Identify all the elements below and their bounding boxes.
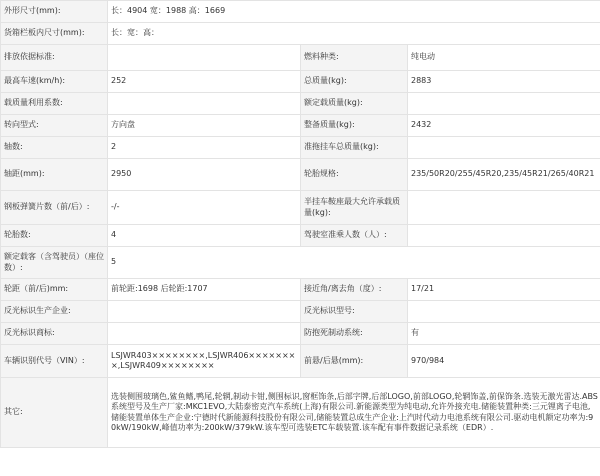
value-cell: -/-	[108, 191, 301, 225]
label-cell: 轮胎规格:	[301, 159, 408, 191]
value-cell	[408, 301, 600, 323]
value-cell: 选装侧围玻璃色,鲨鱼鳍,鸭尾,轮辋,制动卡钳,侧围标识,窗框饰条,后部字牌,后部LOGO,前部LOGO,轮辋饰盖,前保饰条.选装无激光雷达.ABS系统型号及生产厂家:MKC1EVO,大陆泰密克汽车系统(上海)有限公司.新能源类型为纯电动,允许外接充电.储能装置种类:三元锂离子电池,储能装置单体生产企业:宁德时代新能源科技股份有限公司,储能装置总成生产企业:上汽时代动力电池系统有限公司.驱动电机额定功率为:90kW/190kW,峰值功率为:200kW/379kW.该车型可选装ETC车载装置.该车配有事件数据记录系统（EDR）.	[108, 378, 600, 448]
value-cell	[108, 301, 301, 323]
table-row	[1, 323, 600, 345]
label-cell: 反光标识商标:	[1, 323, 108, 345]
table-row	[1, 137, 600, 159]
value-cell: 17/21	[408, 279, 600, 301]
value-cell: 4	[108, 225, 301, 247]
value-cell: 前轮距:1698 后轮距:1707	[108, 279, 301, 301]
label-cell: 排放依据标准:	[1, 45, 108, 71]
value-cell	[408, 225, 600, 247]
table-row	[1, 301, 600, 323]
table-row	[1, 71, 600, 93]
table-row	[1, 23, 600, 45]
value-cell	[108, 93, 301, 115]
table-row	[1, 378, 600, 448]
label-cell: 轴数:	[1, 137, 108, 159]
label-cell: 前悬/后悬(mm):	[301, 345, 408, 378]
table-row	[1, 1, 600, 23]
table-row	[1, 115, 600, 137]
label-cell: 外形尺寸(mm):	[1, 1, 108, 23]
table-row	[1, 45, 600, 71]
label-cell: 货箱栏板内尺寸(mm):	[1, 23, 108, 45]
table-row	[1, 159, 600, 191]
value-cell: LSJWR403××××××××,LSJWR406××××××××,LSJWR409××××××××	[108, 345, 301, 378]
value-cell: 长：4904 宽：1988 高：1669	[108, 1, 600, 23]
label-cell: 反光标识型号:	[301, 301, 408, 323]
label-cell: 整备质量(kg):	[301, 115, 408, 137]
value-cell: 2432	[408, 115, 600, 137]
value-cell: 5	[108, 247, 600, 279]
value-cell	[408, 93, 600, 115]
label-cell: 轴距(mm):	[1, 159, 108, 191]
label-cell: 接近角/离去角（度）:	[301, 279, 408, 301]
value-cell: 970/984	[408, 345, 600, 378]
label-cell: 准拖挂车总质量(kg):	[301, 137, 408, 159]
label-cell: 防抱死制动系统:	[301, 323, 408, 345]
label-cell: 反光标识生产企业:	[1, 301, 108, 323]
value-cell: 2950	[108, 159, 301, 191]
value-cell: 2	[108, 137, 301, 159]
table-row	[1, 225, 600, 247]
value-cell: 235/50R20/255/45R20,235/45R21/265/40R21	[408, 159, 600, 191]
table-row	[1, 191, 600, 225]
label-cell: 总质量(kg):	[301, 71, 408, 93]
value-cell	[408, 137, 600, 159]
value-cell	[108, 323, 301, 345]
label-cell: 轮距（前/后)mm:	[1, 279, 108, 301]
label-cell: 驾驶室准乘人数（人）:	[301, 225, 408, 247]
value-cell	[108, 45, 301, 71]
value-cell: 纯电动	[408, 45, 600, 71]
table-row	[1, 345, 600, 378]
label-cell: 载质量利用系数:	[1, 93, 108, 115]
label-cell: 燃料种类:	[301, 45, 408, 71]
table-row	[1, 93, 600, 115]
label-cell: 钢板弹簧片数（前/后）:	[1, 191, 108, 225]
table-row	[1, 247, 600, 279]
label-cell: 车辆识别代号（VIN）:	[1, 345, 108, 378]
value-cell: 长：宽：高：	[108, 23, 600, 45]
value-cell	[408, 191, 600, 225]
value-cell: 2883	[408, 71, 600, 93]
value-cell: 252	[108, 71, 301, 93]
value-cell: 有	[408, 323, 600, 345]
label-cell: 其它:	[1, 378, 108, 448]
label-cell: 最高车速(km/h):	[1, 71, 108, 93]
label-cell: 轮胎数:	[1, 225, 108, 247]
label-cell: 转向型式:	[1, 115, 108, 137]
label-cell: 半挂车鞍座最大允许承载质量(kg):	[301, 191, 408, 225]
table-row	[1, 279, 600, 301]
label-cell: 额定载客（含驾驶员）（座位数）:	[1, 247, 108, 279]
label-cell: 额定载质量(kg):	[301, 93, 408, 115]
value-cell: 方向盘	[108, 115, 301, 137]
